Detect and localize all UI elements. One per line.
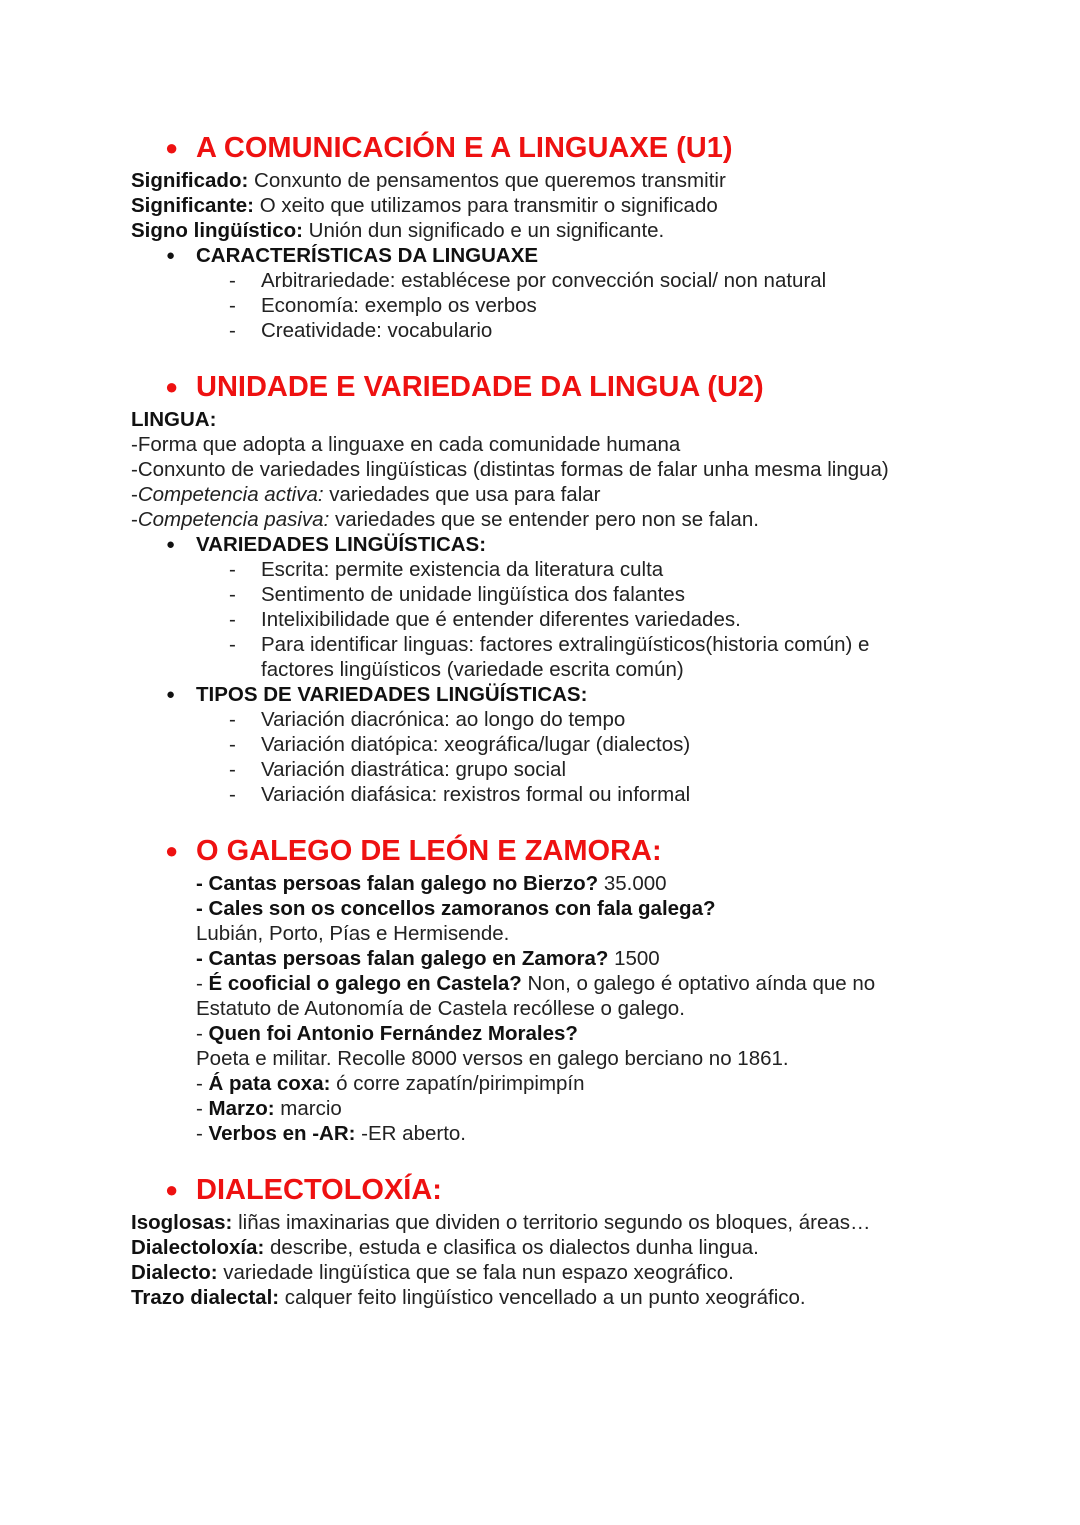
heading-text: A COMUNICACIÓN E A LINGUAXE (U1) [196, 132, 733, 164]
definition-significado [131, 168, 991, 193]
answer: Non, o galego é optativo aínda que no [521, 972, 876, 995]
subheading-text: VARIEDADES LINGÜÍSTICAS: [196, 533, 487, 556]
list-item [131, 293, 991, 318]
subheading-tipos [131, 682, 991, 707]
qa-line [131, 971, 991, 996]
subheading-text: TIPOS DE VARIEDADES LINGÜÍSTICAS: [196, 683, 588, 706]
bullet-icon: ● [165, 838, 179, 863]
qa-line [131, 1096, 991, 1121]
list-item-text: Variación diatópica: xeográfica/lugar (dialectos) [261, 733, 691, 756]
section-heading-comunicacion [131, 128, 991, 168]
heading-text: DIALECTOLOXÍA: [196, 1174, 442, 1206]
bullet-icon: ● [165, 1177, 179, 1202]
definition-isoglosas [131, 1210, 991, 1235]
text: variedades que se entender pero non se falan. [329, 508, 759, 531]
subheading-variedades [131, 532, 991, 557]
dash-icon: - [229, 558, 236, 581]
dash-icon: - [229, 783, 236, 806]
prefix: - [131, 508, 138, 531]
list-item-text: Escrita: permite existencia da literatura culta [261, 558, 664, 581]
lingua-label [131, 407, 991, 432]
definition-significante [131, 193, 991, 218]
list-item [131, 707, 991, 732]
section-heading-galego-leon [131, 831, 991, 871]
prefix: - [131, 483, 138, 506]
dash-icon: - [229, 269, 236, 292]
document-page [131, 128, 991, 1310]
spacer [131, 343, 991, 367]
text-line [131, 482, 991, 507]
dash-icon: - [229, 294, 236, 317]
definition: describe, estuda e clasifica os dialectos dunha lingua. [264, 1236, 759, 1259]
dash-icon: - [229, 608, 236, 631]
spacer [131, 1146, 991, 1170]
list-item [131, 582, 991, 607]
definition: Unión dun significado e un significante. [302, 219, 665, 242]
prefix: - [196, 972, 209, 995]
term: Dialectoloxía: [131, 1236, 265, 1259]
list-item [131, 268, 991, 293]
answer-line: Estatuto de Autonomía de Castela recóllese o galego. [196, 997, 685, 1020]
answer-line: Lubián, Porto, Pías e Hermisende. [196, 922, 510, 945]
dash-icon: - [229, 708, 236, 731]
definition-trazo [131, 1285, 991, 1310]
prefix: - [196, 1072, 209, 1095]
list-item [131, 782, 991, 807]
question: É cooficial o galego en Castela? [208, 972, 522, 995]
prefix: - [196, 1022, 209, 1045]
list-item-text: Economía: exemplo os verbos [261, 294, 537, 317]
qa-line [131, 1021, 991, 1046]
list-item-text: Creatividade: vocabulario [261, 319, 493, 342]
term: Significante: [131, 194, 255, 217]
term: Trazo dialectal: [131, 1286, 280, 1309]
definition-signo [131, 218, 991, 243]
text-line [131, 507, 991, 532]
label: LINGUA: [131, 408, 217, 431]
term: Signo lingüístico: [131, 219, 303, 242]
list-item-text: Para identificar linguas: factores extralingüísticos(historia común) e factores lingüísticos (variedade escrita común) [261, 633, 870, 681]
question: Marzo: [208, 1097, 275, 1120]
prefix: - [196, 1122, 209, 1145]
qa-line [131, 896, 991, 921]
bullet-icon: ● [165, 135, 179, 160]
dash-icon: - [229, 733, 236, 756]
list-item-text: Sentimento de unidade lingüística dos falantes [261, 583, 685, 606]
list-item-text: Variación diastrática: grupo social [261, 758, 566, 781]
question: Quen foi Antonio Fernández Morales? [208, 1022, 578, 1045]
italic-term: Competencia pasiva: [137, 508, 330, 531]
list-item [131, 732, 991, 757]
list-item [131, 557, 991, 582]
term: Dialecto: [131, 1261, 218, 1284]
answer: 1500 [608, 947, 660, 970]
definition: calquer feito lingüístico vencellado a un punto xeográfico. [279, 1286, 806, 1309]
answer: 35.000 [598, 872, 667, 895]
spacer [131, 807, 991, 831]
question: Verbos en -AR: [208, 1122, 356, 1145]
definition: O xeito que utilizamos para transmitir o significado [254, 194, 718, 217]
list-item [131, 757, 991, 782]
heading-text: O GALEGO DE LEÓN E ZAMORA: [196, 835, 662, 867]
answer: ó corre zapatín/pirimpimpín [330, 1072, 585, 1095]
bullet-icon: ● [166, 536, 176, 553]
bullet-icon: ● [166, 247, 176, 264]
definition: liñas imaxinarias que dividen o territorio segundo os bloques, áreas… [232, 1211, 871, 1234]
question: - Cales son os concellos zamoranos con fala galega? [196, 897, 716, 920]
dash-icon: - [229, 633, 236, 656]
qa-line [131, 1121, 991, 1146]
subheading-text: CARACTERÍSTICAS DA LINGUAXE [196, 244, 539, 267]
dash-icon: - [229, 319, 236, 342]
term: Isoglosas: [131, 1211, 233, 1234]
list-item-text: Variación diacrónica: ao longo do tempo [261, 708, 626, 731]
heading-text: UNIDADE E VARIEDADE DA LINGUA (U2) [196, 371, 764, 403]
dash-icon: - [229, 583, 236, 606]
qa-line [131, 946, 991, 971]
prefix: - [196, 1097, 209, 1120]
list-item [131, 318, 991, 343]
list-item-text: Variación diafásica: rexistros formal ou informal [261, 783, 691, 806]
question: Á pata coxa: [208, 1072, 331, 1095]
term: Significado: [131, 169, 249, 192]
bullet-icon: ● [165, 374, 179, 399]
section-heading-dialectoloxia [131, 1170, 991, 1210]
definition: Conxunto de pensamentos que queremos transmitir [248, 169, 726, 192]
list-item [131, 632, 991, 682]
dash-icon: - [229, 758, 236, 781]
list-item-text: Arbitrariedade: establécese por convección social/ non natural [261, 269, 827, 292]
answer: marcio [274, 1097, 342, 1120]
qa-line [131, 1071, 991, 1096]
answer: -ER aberto. [355, 1122, 467, 1145]
definition-dialectoloxia [131, 1235, 991, 1260]
subheading-caracteristicas [131, 243, 991, 268]
question: - Cantas persoas falan galego en Zamora? [196, 947, 609, 970]
text: variedades que usa para falar [323, 483, 601, 506]
text-line: -Conxunto de variedades lingüísticas (distintas formas de falar unha mesma lingua) [131, 458, 889, 481]
bullet-icon: ● [166, 686, 176, 703]
answer-line: Poeta e militar. Recolle 8000 versos en galego berciano no 1861. [196, 1047, 789, 1070]
text-line: -Forma que adopta a linguaxe en cada comunidade humana [131, 433, 681, 456]
definition-dialecto [131, 1260, 991, 1285]
list-item-text: Intelixibilidade que é entender diferentes variedades. [261, 608, 741, 631]
section-heading-unidade [131, 367, 991, 407]
italic-term: Competencia activa: [137, 483, 324, 506]
qa-line [131, 871, 991, 896]
list-item [131, 607, 991, 632]
definition: variedade lingüística que se fala nun espazo xeográfico. [217, 1261, 734, 1284]
question: - Cantas persoas falan galego no Bierzo? [196, 872, 599, 895]
